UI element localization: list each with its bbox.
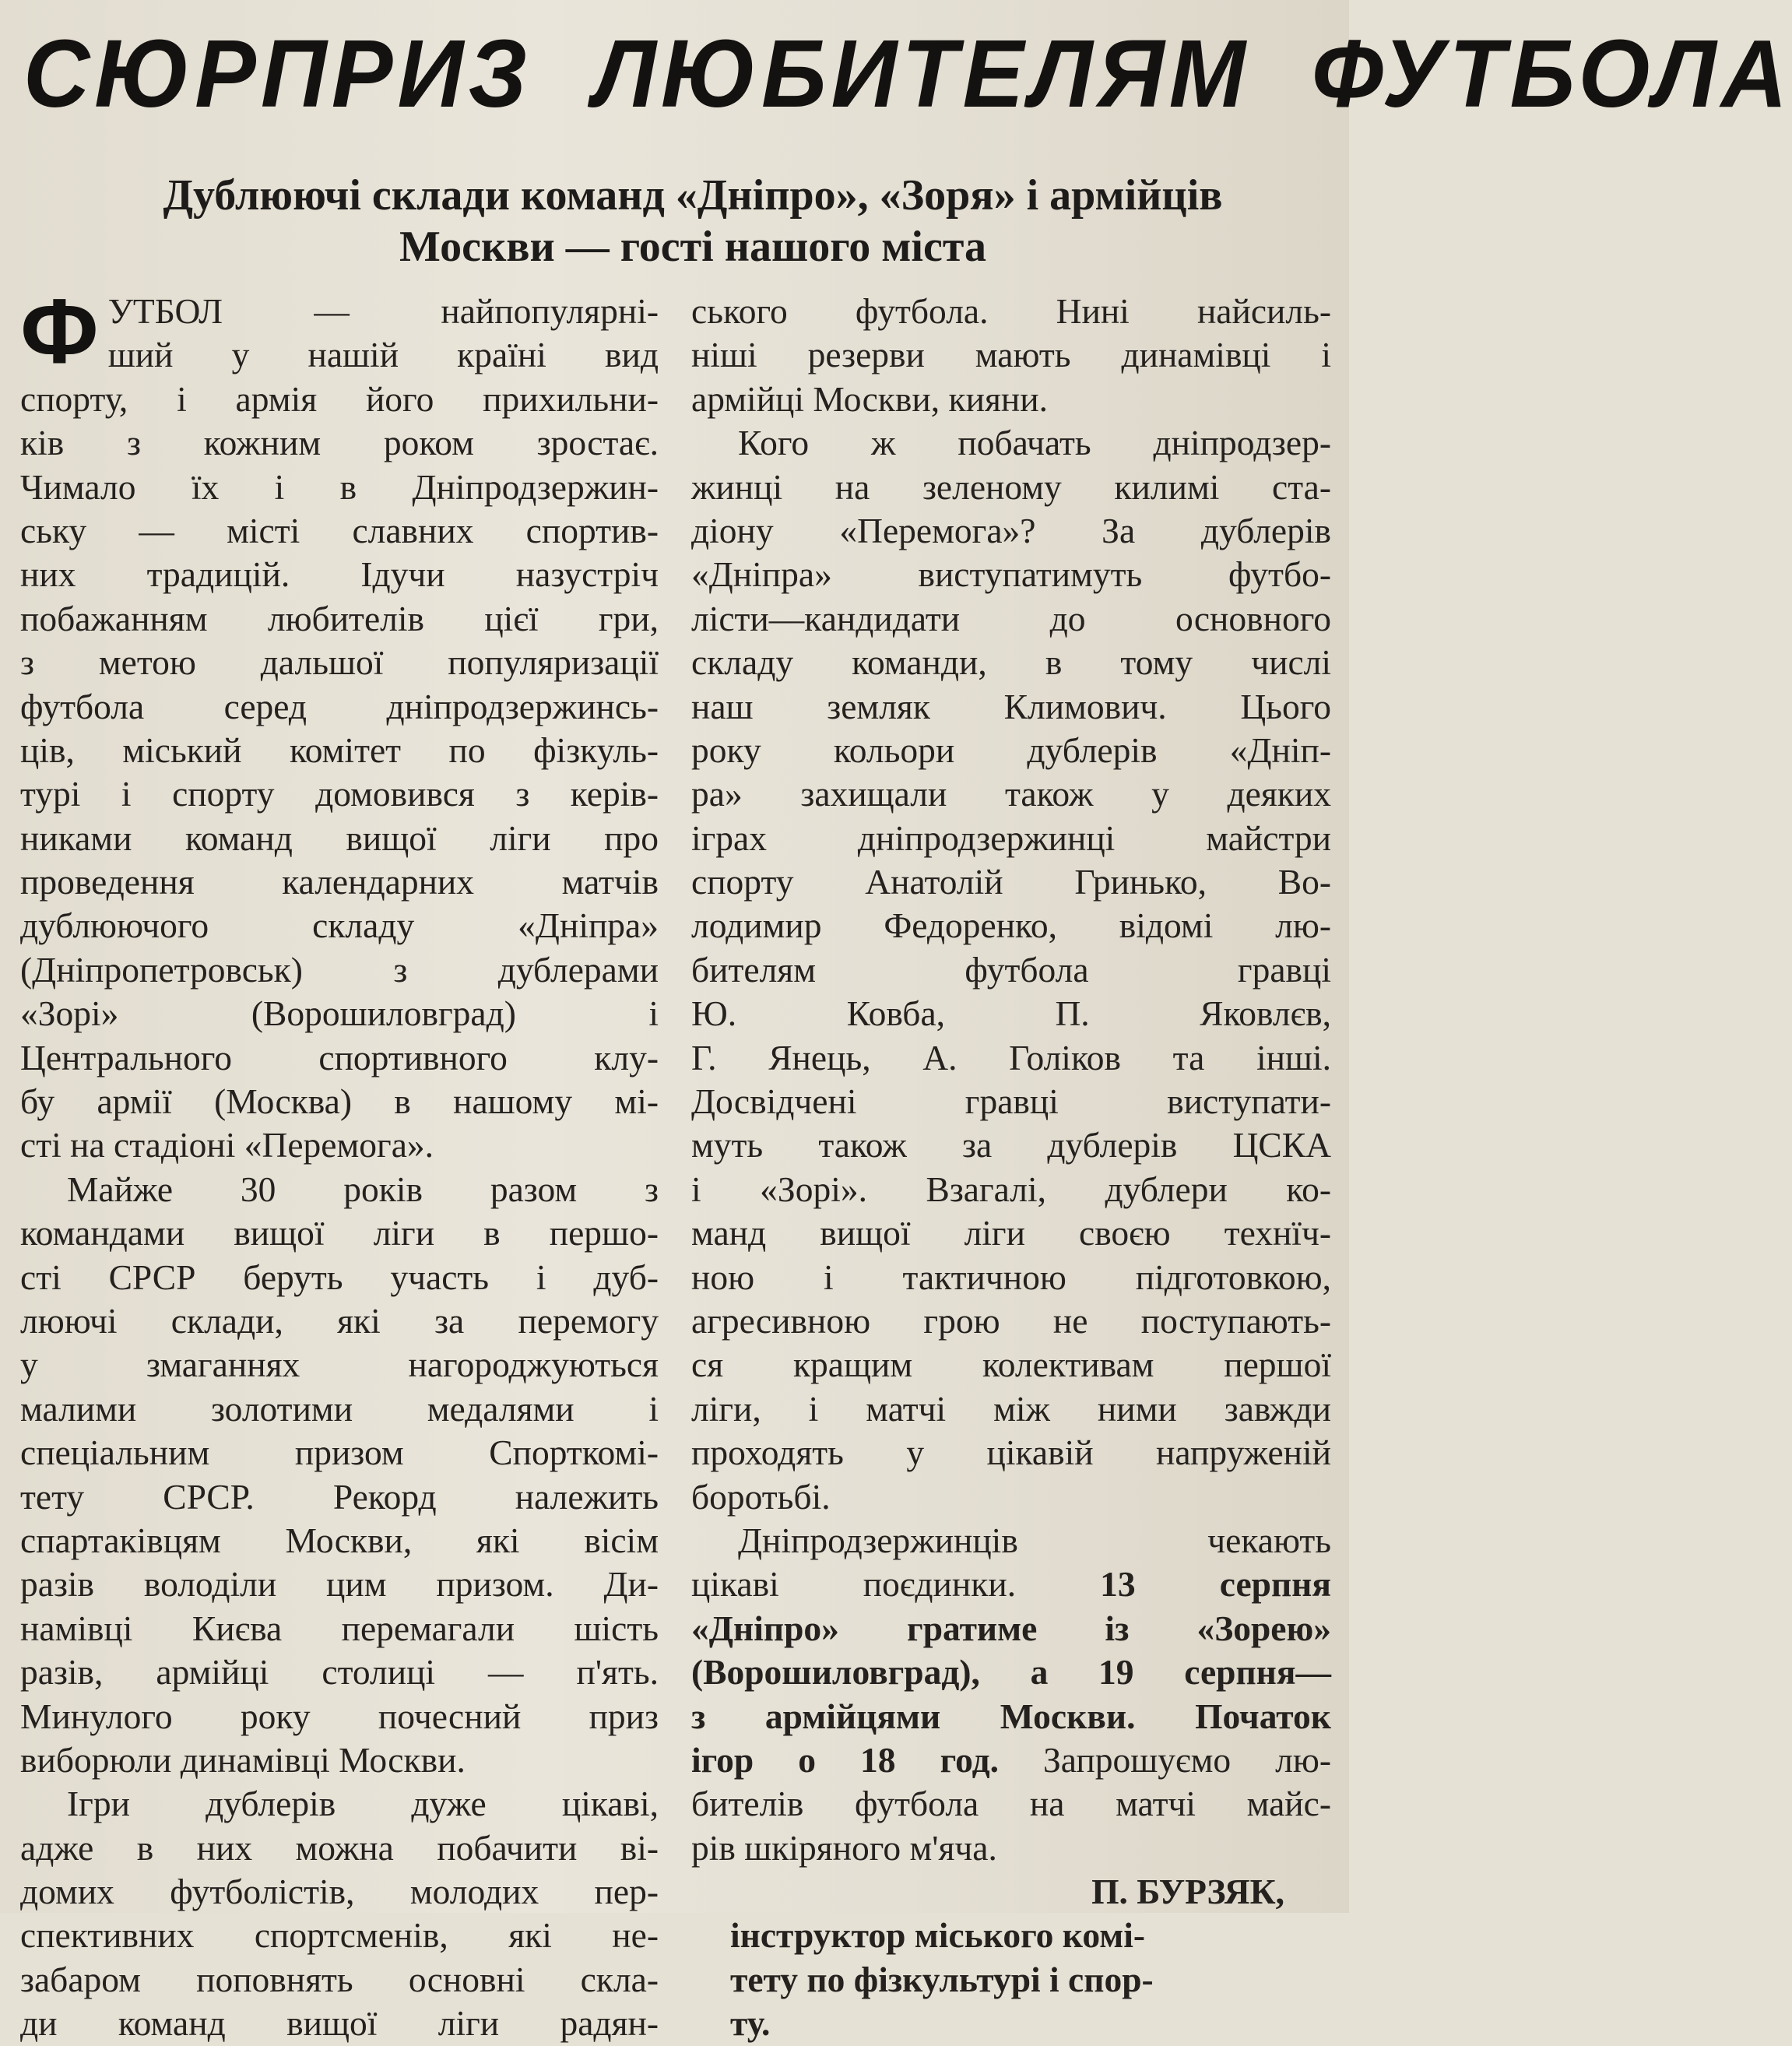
text-line: ра» захищали також у деяких [691, 774, 1331, 814]
signature-name: П. БУРЗЯК, [1091, 1872, 1284, 1912]
text-line: проведення календарних матчів [20, 862, 659, 902]
text-line [691, 1563, 1331, 1606]
bold-segment: (Ворошиловград), а 19 серпня— [691, 1652, 1331, 1693]
bold-segment: 13 серпня [1100, 1564, 1331, 1605]
text-line: сті на стадіоні «Перемога». [20, 1125, 434, 1165]
text-line: Кого ж побачать дніпродзер- [738, 423, 1331, 463]
text-line: жинці на зеленому килимі ста- [691, 466, 1331, 507]
text-line: ніші резерви мають динамівці і [691, 335, 1331, 375]
text-line: року кольори дублерів «Дніп- [691, 729, 1331, 770]
text-segment: Запрошуємо лю- [1043, 1739, 1332, 1780]
text-line: ків з кожним роком зростає. [20, 423, 659, 463]
text-line: малими золотими медалями і [20, 1388, 659, 1429]
text-line: виборюли динамівці Москви. [20, 1739, 466, 1780]
text-line: ську — місті славних спортив- [20, 510, 659, 550]
headline: СЮРПРИЗ ЛЮБИТЕЛЯМ ФУТБОЛА [23, 19, 1792, 128]
bold-segment: з армійцями Москви. Початок [691, 1696, 1331, 1736]
text-line: Центрального спортивного клу- [20, 1037, 659, 1077]
text-line: Чимало їх і в Дніпродзержин- [20, 466, 659, 507]
text-line: наш земляк Климович. Цього [691, 686, 1331, 726]
text-line: побажанням любителів цієї гри, [20, 598, 659, 638]
text-line: командами вищої ліги в першо- [20, 1213, 659, 1253]
text-line: спорту Анатолій Гринько, Во- [691, 862, 1331, 902]
text-line: складу команди, в тому числі [691, 642, 1331, 683]
bold-segment: ігор о 18 год. [691, 1739, 999, 1780]
text-line [691, 1695, 1331, 1738]
text-line: Г. Янець, А. Голіков та інші. [691, 1037, 1331, 1077]
text-line: спективних спортсменів, які не- [20, 1915, 659, 1956]
text-line [691, 1826, 1331, 1870]
text-line: разів, армійці столиці — п'ять. [20, 1652, 659, 1693]
signature [691, 1870, 1331, 2046]
text-line: ців, міський комітет по фізкуль- [20, 729, 659, 770]
text-segment: бителів футбола на матчі майс- [691, 1784, 1331, 1824]
text-line: спорту, і армія його прихильни- [20, 378, 659, 419]
text-line: муть також за дублерів ЦСКА [691, 1125, 1331, 1165]
text-line: разів володіли цим призом. Ди- [20, 1564, 659, 1605]
text-line: іграх дніпродзержинці майстри [691, 817, 1331, 858]
text-line: турі і спорту домовився з керів- [20, 774, 659, 814]
text-line: ди команд вищої ліги радян- [20, 2003, 659, 2044]
text-line [691, 1738, 1331, 1782]
drop-cap: Ф [20, 280, 99, 383]
signature-role-line: інструктор міського комі- [730, 1915, 1146, 1956]
text-line: ший у нашій країні вид [107, 335, 659, 375]
text-line: і «Зорі». Взагалі, дублери ко- [691, 1169, 1331, 1209]
text-line: спартаківцям Москви, які вісім [20, 1520, 659, 1560]
bold-segment: «Дніпро» гратиме із «Зорею» [691, 1608, 1331, 1648]
text-segment: Дніпродзержинців чекають [738, 1520, 1331, 1560]
right-column [691, 290, 1331, 2046]
text-line: манд вищої ліги своєю технїч- [691, 1213, 1331, 1253]
right-column-body [691, 290, 1331, 1519]
text-line: сті СРСР беруть участь і дуб- [20, 1257, 659, 1297]
text-line: боротьбі. [691, 1476, 831, 1517]
text-line: никами команд вищої ліги про [20, 817, 659, 858]
text-line: ського футбола. Нині найсиль- [691, 291, 1331, 331]
text-line: бу армії (Москва) в нашому мі- [20, 1081, 659, 1122]
text-line: дублюючого складу «Дніпра» [20, 905, 659, 946]
text-line: Ігри дублерів дуже цікаві, [67, 1784, 659, 1824]
text-line: ною і тактичною підготовкою, [691, 1257, 1331, 1297]
text-line: проходять у цікавій напруженій [691, 1433, 1331, 1473]
text-line: ліги, і матчі між ними завжди [691, 1388, 1331, 1429]
text-line: агресивною грою не поступають- [691, 1300, 1331, 1341]
text-line: «Дніпра» виступатимуть футбо- [691, 554, 1331, 595]
text-line [691, 1651, 1331, 1694]
text-line: «Зорі» (Ворошиловград) і [20, 993, 659, 1034]
text-line [691, 1519, 1331, 1563]
text-line [691, 1782, 1331, 1826]
left-column [20, 280, 659, 2046]
subtitle [62, 170, 1323, 272]
text-line: тету СРСР. Рекорд належить [20, 1476, 659, 1517]
text-line: намівці Києва перемагали шість [20, 1608, 659, 1648]
final-paragraph [691, 1519, 1331, 1870]
text-line: бителям футбола гравці [691, 949, 1331, 990]
text-line: лісти—кандидати до основного [691, 598, 1331, 638]
text-line: діону «Перемога»? За дублерів [691, 510, 1331, 550]
text-segment: рів шкіряного м'яча. [691, 1827, 997, 1868]
subtitle-line: Москви — гості нашого міста [399, 223, 987, 271]
text-line: (Дніпропетровськ) з дублерами [20, 949, 659, 990]
signature-role-line: ту. [730, 2003, 771, 2044]
text-line: забаром поповнять основні скла- [20, 1959, 659, 1999]
text-line [691, 1607, 1331, 1651]
text-line: ся кращим колективам першої [691, 1345, 1331, 1385]
text-line: спеціальним призом Спорткомі- [20, 1433, 659, 1473]
signature-role [691, 1914, 1331, 2045]
text-segment: цікаві поєдинки. [691, 1564, 1101, 1605]
text-line: армійці Москви, кияни. [691, 378, 1048, 419]
text-line: у змаганнях нагороджуються [20, 1345, 659, 1385]
text-line: Минулого року почесний приз [20, 1696, 659, 1736]
signature-role-line: тету по фізкультурі і спор- [730, 1959, 1154, 1999]
text-line: лодимир Федоренко, відомі лю- [691, 905, 1331, 946]
subtitle-line: Дублюючі склади команд «Дніпро», «Зоря» і армійців [163, 171, 1223, 220]
text-line: УТБОЛ — найпопулярні- [107, 291, 659, 331]
text-line: Ю. Ковба, П. Яковлєв, [691, 993, 1331, 1034]
text-line: футбола серед дніпродзержинсь- [20, 686, 659, 726]
text-line: Досвідчені гравці виступати- [691, 1081, 1331, 1122]
text-line: Майже 30 років разом з [67, 1169, 659, 1209]
text-line: люючі склади, які за перемогу [20, 1300, 659, 1341]
text-line: них традицій. Ідучи назустріч [20, 554, 659, 595]
text-line: адже в них можна побачити ві- [20, 1827, 659, 1868]
left-column-body [20, 378, 659, 2046]
text-line: домих футболістів, молодих пер- [20, 1872, 659, 1912]
text-line: з метою дальшої популяризації [20, 642, 659, 683]
